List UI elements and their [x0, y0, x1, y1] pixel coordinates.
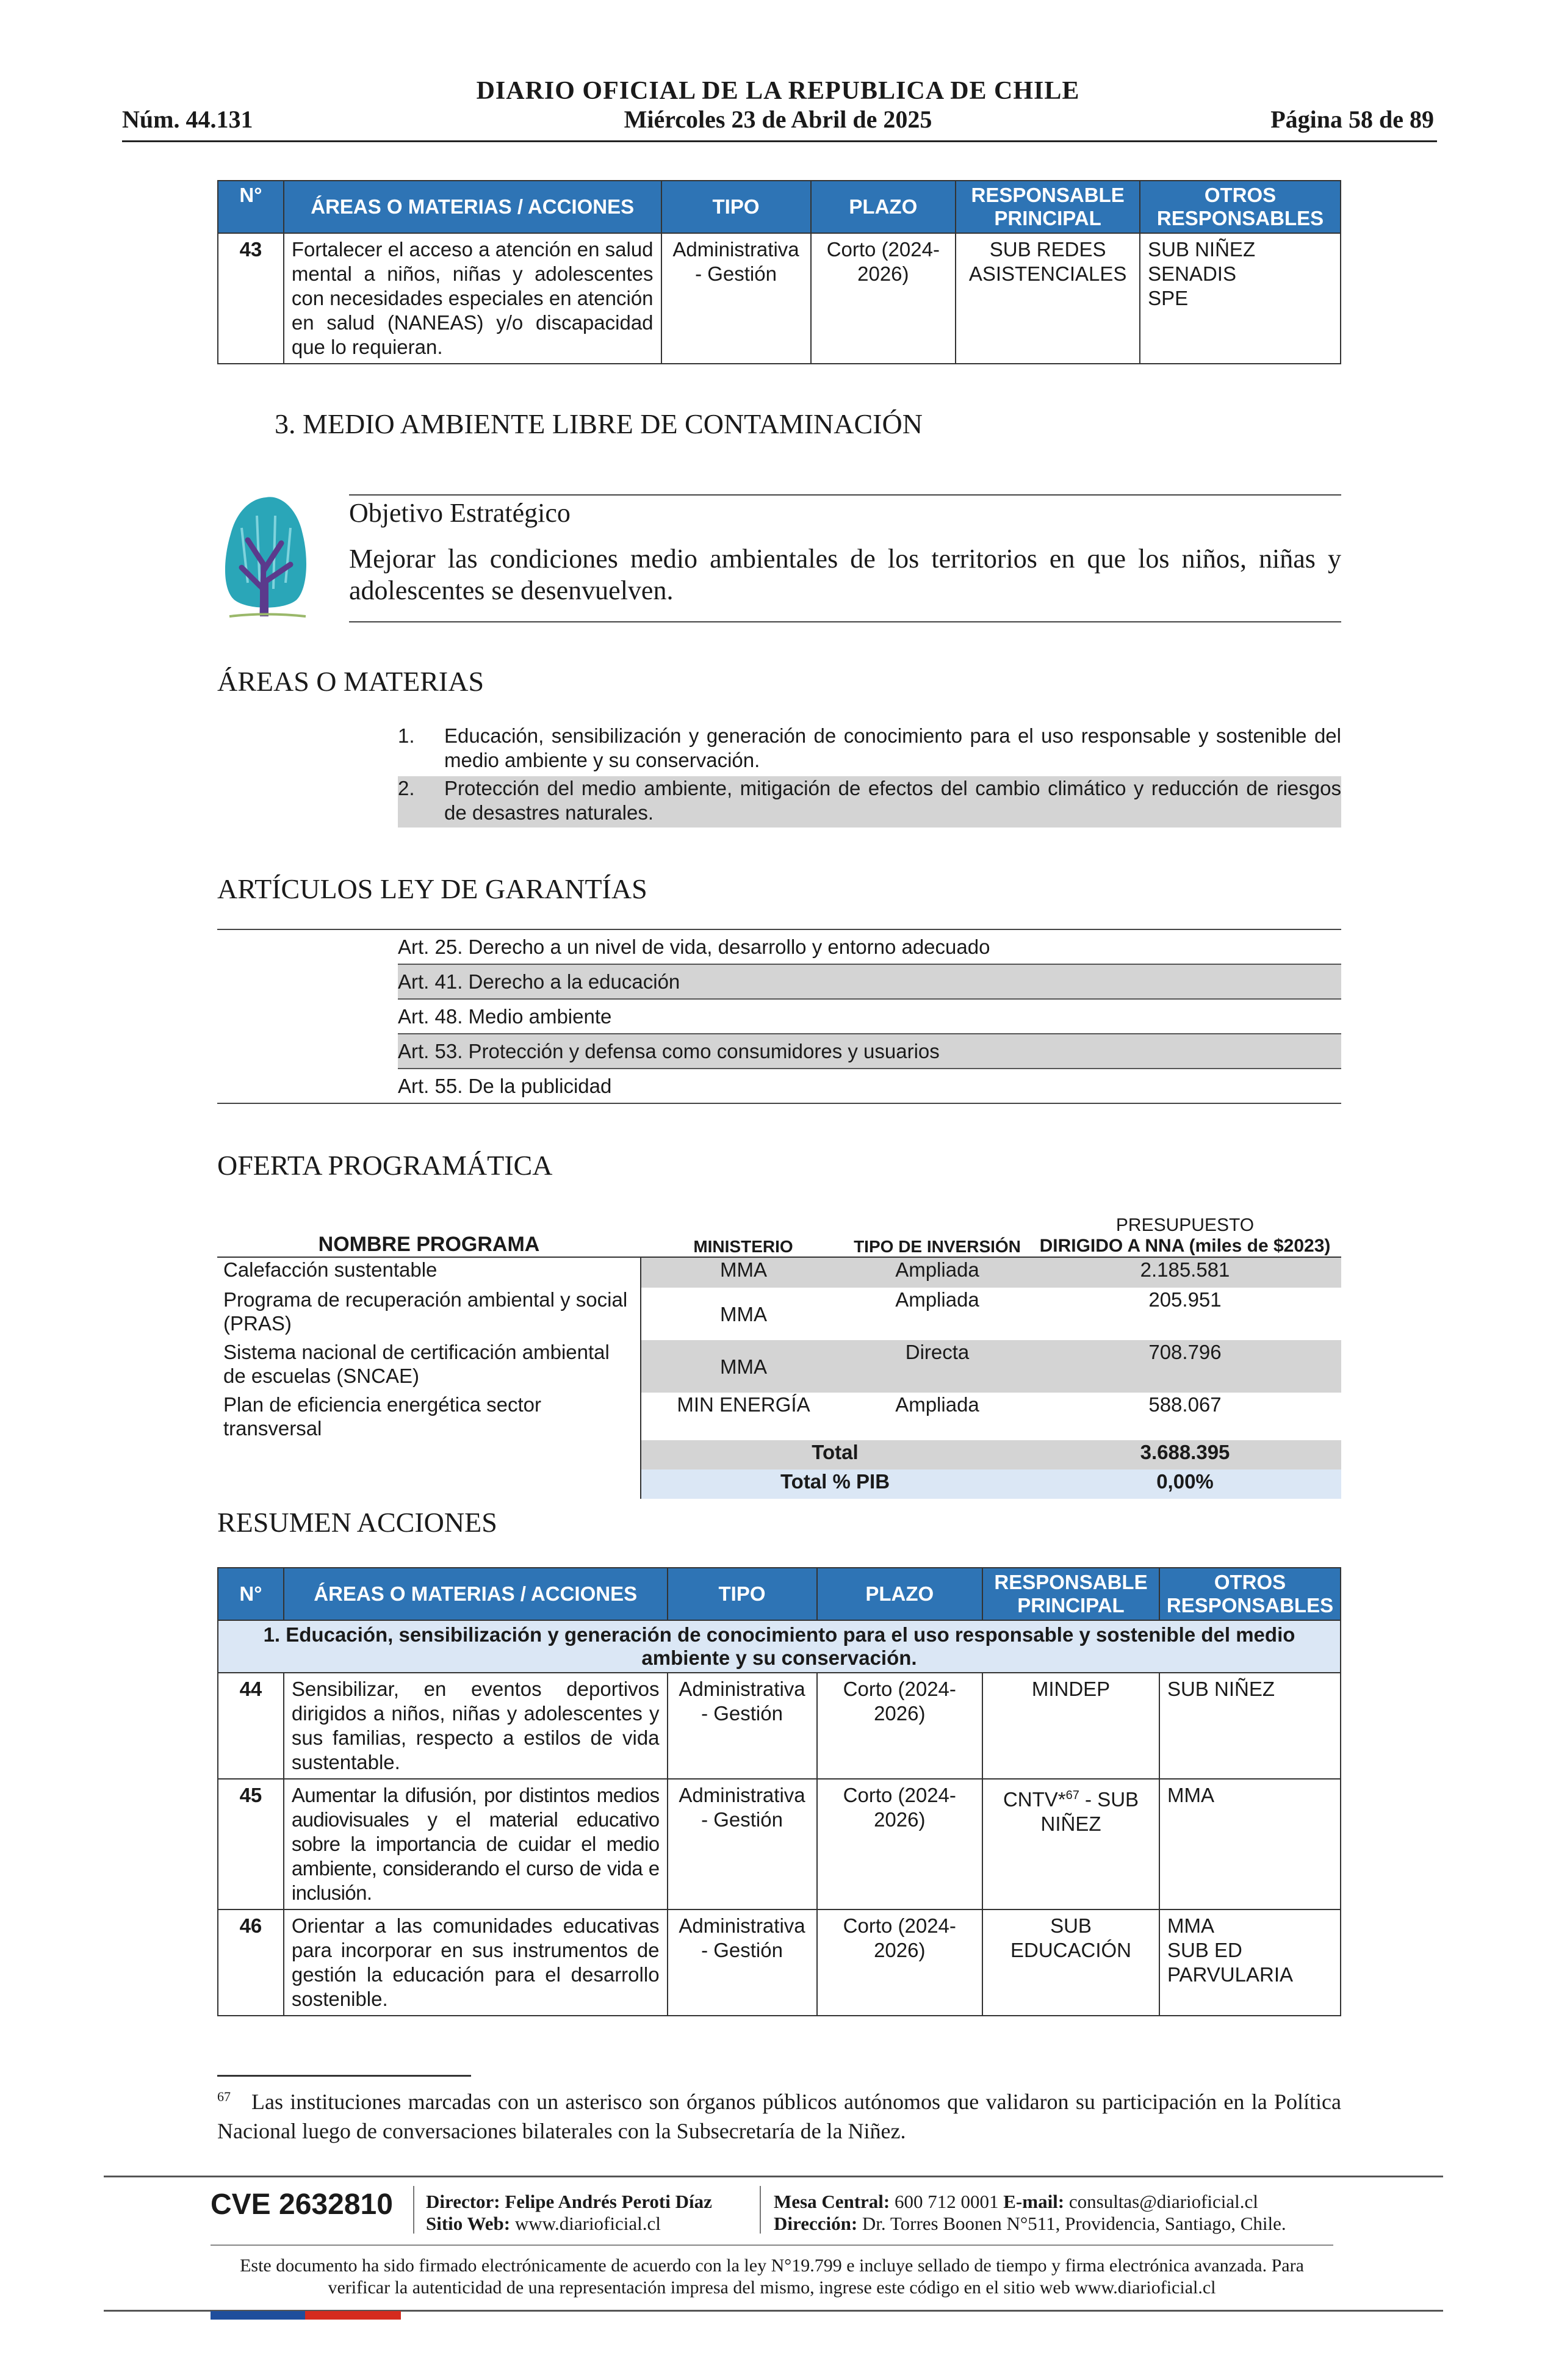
footer-separator — [413, 2186, 414, 2234]
objective-text: Mejorar las condiciones medio ambientales de los territorios en que los niños, niñas y adolescentes se desenvuelven. — [349, 544, 1341, 605]
otros-item: MMA — [1167, 1914, 1214, 1937]
phone-label: Mesa Central: — [774, 2191, 890, 2212]
footer-mid-rule — [211, 2245, 1333, 2246]
table-row — [218, 233, 1341, 364]
area-number: 2. — [398, 777, 415, 799]
col-plazo: PLAZO — [817, 1568, 983, 1620]
pib-value: 0,00% — [1029, 1469, 1341, 1499]
page-number: Página 58 de 89 — [1270, 106, 1434, 133]
row-number: 43 — [218, 233, 284, 364]
tree-icon — [217, 491, 315, 622]
row-number: 46 — [218, 1909, 284, 2016]
col-otros: OTROS RESPONSABLES — [1159, 1568, 1341, 1620]
flag-stripe-blue — [211, 2311, 305, 2320]
footer-top-rule — [104, 2176, 1443, 2177]
table-header-row — [218, 181, 1341, 233]
col-plazo: PLAZO — [811, 181, 956, 233]
total-label: Total — [641, 1440, 1029, 1469]
program-col-budget — [1029, 1205, 1341, 1257]
footnote — [217, 2082, 1341, 2146]
col-n: N° — [218, 1568, 284, 1620]
budget-header-line1: PRESUPUESTO — [1115, 1215, 1255, 1235]
director-name: Felipe Andrés Peroti Díaz — [505, 2191, 712, 2212]
section-title: 3. MEDIO AMBIENTE LIBRE DE CONTAMINACIÓN — [275, 408, 923, 439]
program-type: Directa — [846, 1340, 1029, 1393]
otros-item: SENADIS — [1148, 262, 1236, 285]
area-item — [398, 724, 1341, 775]
flag-stripe-red — [305, 2311, 401, 2320]
article-row: Art. 48. Medio ambiente — [398, 1000, 1341, 1034]
area-subheader: 1. Educación, sensibilización y generación de conocimiento para el uso responsable y sostenible del medio ambiente y su conservación. — [218, 1620, 1341, 1673]
row-plazo: Corto (2024-2026) — [817, 1909, 983, 2016]
program-title: OFERTA PROGRAMÁTICA — [217, 1150, 553, 1181]
area-item — [398, 776, 1341, 828]
col-responsable: RESPONSABLE PRINCIPAL — [982, 1568, 1159, 1620]
row-otros — [1140, 233, 1341, 364]
row-plazo: Corto (2024-2026) — [811, 233, 956, 364]
contact-info — [774, 2191, 1286, 2235]
program-table — [217, 1205, 1341, 1499]
footnote-ref: 67 — [1065, 1789, 1079, 1802]
areas-title: ÁREAS O MATERIAS — [217, 666, 484, 697]
otros-item: PARVULARIA — [1167, 1963, 1293, 1986]
issue-date: Miércoles 23 de Abril de 2025 — [624, 106, 932, 133]
email-link[interactable]: consultas@diarioficial.cl — [1068, 2191, 1258, 2212]
address-label: Dirección: — [774, 2213, 858, 2234]
article-row: Art. 41. Derecho a la educación — [398, 965, 1341, 1000]
web-label: Sitio Web: — [426, 2213, 511, 2234]
program-type: Ampliada — [895, 1288, 979, 1311]
row-action: Sensibilizar, en eventos deportivos dirigidos a niños, niñas y adolescentes y sus familias, respecto a estilos de vida sustentable. — [284, 1673, 668, 1779]
actions-table-continued — [217, 180, 1341, 364]
table-row — [218, 1779, 1341, 1909]
row-tipo: Administrativa - Gestión — [668, 1909, 817, 2016]
row-action: Aumentar la difusión, por distintos medios audiovisuales y el material educativo sobre la importancia de cuidar el medio ambiente, considerando el curso de vida e inclusión. — [284, 1779, 668, 1909]
otros-item: MMA — [1167, 1784, 1214, 1806]
row-number: 44 — [218, 1673, 284, 1779]
cve-code: CVE 2632810 — [211, 2188, 393, 2221]
footnote-text: Las instituciones marcadas con un asterisco son órganos públicos autónomos que validaron su participación en la Política Nacional luego de conversaciones bilaterales con la Subsecretaría de la Niñez. — [217, 2090, 1342, 2143]
row-tipo: Administrativa - Gestión — [668, 1779, 817, 1909]
row-plazo: Corto (2024-2026) — [817, 1673, 983, 1779]
program-budget: 588.067 — [1148, 1393, 1222, 1416]
row-tipo: Administrativa - Gestión — [661, 233, 811, 364]
row-responsable: SUB EDUCACIÓN — [982, 1909, 1159, 2016]
program-row — [217, 1393, 1341, 1440]
area-text: Protección del medio ambiente, mitigación de efectos del cambio climático y reducción de riesgos de desastres naturales. — [444, 777, 1341, 824]
otros-item: SUB NIÑEZ — [1167, 1678, 1275, 1700]
article-row: Art. 53. Protección y defensa como consumidores y usuarios — [398, 1034, 1341, 1069]
program-row — [217, 1288, 1341, 1340]
row-otros — [1159, 1909, 1341, 2016]
address: Dr. Torres Boonen N°511, Providencia, Santiago, Chile. — [862, 2213, 1286, 2234]
program-pib-row — [217, 1469, 1341, 1499]
responsable-post: - SUB NIÑEZ — [1040, 1788, 1139, 1835]
program-ministry: MMA — [720, 1302, 767, 1325]
row-number: 45 — [218, 1779, 284, 1909]
legal-notice: Este documento ha sido firmado electrónicamente de acuerdo con la ley N°19.799 e incluye sellado de tiempo y firma electrónica avanzada. Para verificar la autenticidad de una representación impresa del mismo, ingrese este código en el sitio web www.diarioficial.cl — [240, 2256, 1304, 2298]
articles-bottom-rule — [217, 1103, 1341, 1104]
program-row — [217, 1340, 1341, 1393]
total-value: 3.688.395 — [1029, 1440, 1341, 1469]
row-responsable: MINDEP — [982, 1673, 1159, 1779]
program-name: Sistema nacional de certificación ambiental de escuelas (SNCAE) — [217, 1340, 641, 1393]
program-row — [217, 1257, 1341, 1288]
director-label: Director: — [426, 2191, 500, 2212]
row-otros — [1159, 1779, 1341, 1909]
program-name: Plan de eficiencia energética sector transversal — [217, 1393, 641, 1440]
row-action: Orientar a las comunidades educativas para incorporar en sus instrumentos de gestión la educación para el desarrollo sostenible. — [284, 1909, 668, 2016]
otros-item: SPE — [1148, 287, 1189, 309]
table-header-row — [218, 1568, 1341, 1620]
table-subheader-row — [218, 1620, 1341, 1673]
pib-label: Total % PIB — [641, 1469, 1029, 1499]
col-tipo: TIPO — [661, 181, 811, 233]
program-spacer — [217, 1440, 641, 1469]
col-areas: ÁREAS O MATERIAS / ACCIONES — [284, 181, 661, 233]
header-rule — [122, 140, 1437, 142]
program-col-ministry: MINISTERIO — [693, 1237, 793, 1256]
summary-title: RESUMEN ACCIONES — [217, 1507, 497, 1538]
program-header-row — [217, 1205, 1341, 1257]
phone: 600 712 0001 — [895, 2191, 999, 2212]
col-otros: OTROS RESPONSABLES — [1140, 181, 1341, 233]
program-name: Calefacción sustentable — [217, 1257, 641, 1288]
budget-header-line2: DIRIGIDO A NNA (miles de $2023) — [1039, 1236, 1331, 1256]
program-budget: 205.951 — [1148, 1288, 1222, 1311]
summary-actions-table — [217, 1567, 1341, 2016]
program-ministry: MMA — [641, 1340, 846, 1393]
otros-item: SUB ED — [1167, 1939, 1242, 1961]
program-total-row — [217, 1440, 1341, 1469]
footnote-rule — [217, 2075, 471, 2077]
issue-number: Núm. 44.131 — [122, 106, 253, 133]
row-responsable: SUB REDES ASISTENCIALES — [956, 233, 1140, 364]
col-areas: ÁREAS O MATERIAS / ACCIONES — [284, 1568, 668, 1620]
row-otros — [1159, 1673, 1341, 1779]
row-responsable — [982, 1779, 1159, 1909]
program-col-name: NOMBRE PROGRAMA — [318, 1233, 540, 1256]
email-label: E-mail: — [1003, 2191, 1065, 2212]
table-row — [218, 1909, 1341, 2016]
program-name: Programa de recuperación ambiental y social (PRAS) — [217, 1288, 641, 1340]
otros-item: SUB NIÑEZ — [1148, 238, 1256, 261]
web-link[interactable]: www.diarioficial.cl — [514, 2213, 661, 2234]
row-plazo: Corto (2024-2026) — [817, 1779, 983, 1909]
col-n: N° — [218, 181, 284, 233]
newspaper-title: DIARIO OFICIAL DE LA REPUBLICA DE CHILE — [476, 77, 1080, 105]
footnote-mark: 67 — [217, 2089, 231, 2104]
program-budget: 2.185.581 — [1029, 1257, 1341, 1288]
col-tipo: TIPO — [668, 1568, 817, 1620]
row-tipo: Administrativa - Gestión — [668, 1673, 817, 1779]
director-info — [426, 2191, 712, 2235]
row-action: Fortalecer el acceso a atención en salud mental a niños, niñas y adolescentes con necesidades especiales en atención en salud (NANEAS) y/o discapacidad que lo requieran. — [284, 233, 661, 364]
article-row: Art. 55. De la publicidad — [398, 1075, 612, 1097]
responsable-pre: CNTV* — [1003, 1788, 1066, 1811]
program-type: Ampliada — [846, 1257, 1029, 1288]
article-row: Art. 25. Derecho a un nivel de vida, desarrollo y entorno adecuado — [398, 930, 1341, 965]
area-number: 1. — [398, 724, 415, 747]
program-ministry: MMA — [641, 1257, 846, 1288]
program-budget: 708.796 — [1029, 1340, 1341, 1393]
area-text: Educación, sensibilización y generación de conocimiento para el uso responsable y sostenible del medio ambiente y su conservación. — [444, 724, 1341, 771]
footer-separator — [760, 2186, 761, 2234]
table-row — [218, 1673, 1341, 1779]
program-type: Ampliada — [895, 1393, 979, 1416]
col-responsable: RESPONSABLE PRINCIPAL — [956, 181, 1140, 233]
program-col-type: TIPO DE INVERSIÓN — [854, 1237, 1021, 1256]
program-ministry: MIN ENERGÍA — [677, 1393, 810, 1416]
objective-label: Objetivo Estratégico — [349, 498, 571, 528]
program-spacer — [217, 1469, 641, 1499]
articles-title: ARTÍCULOS LEY DE GARANTÍAS — [217, 873, 647, 904]
